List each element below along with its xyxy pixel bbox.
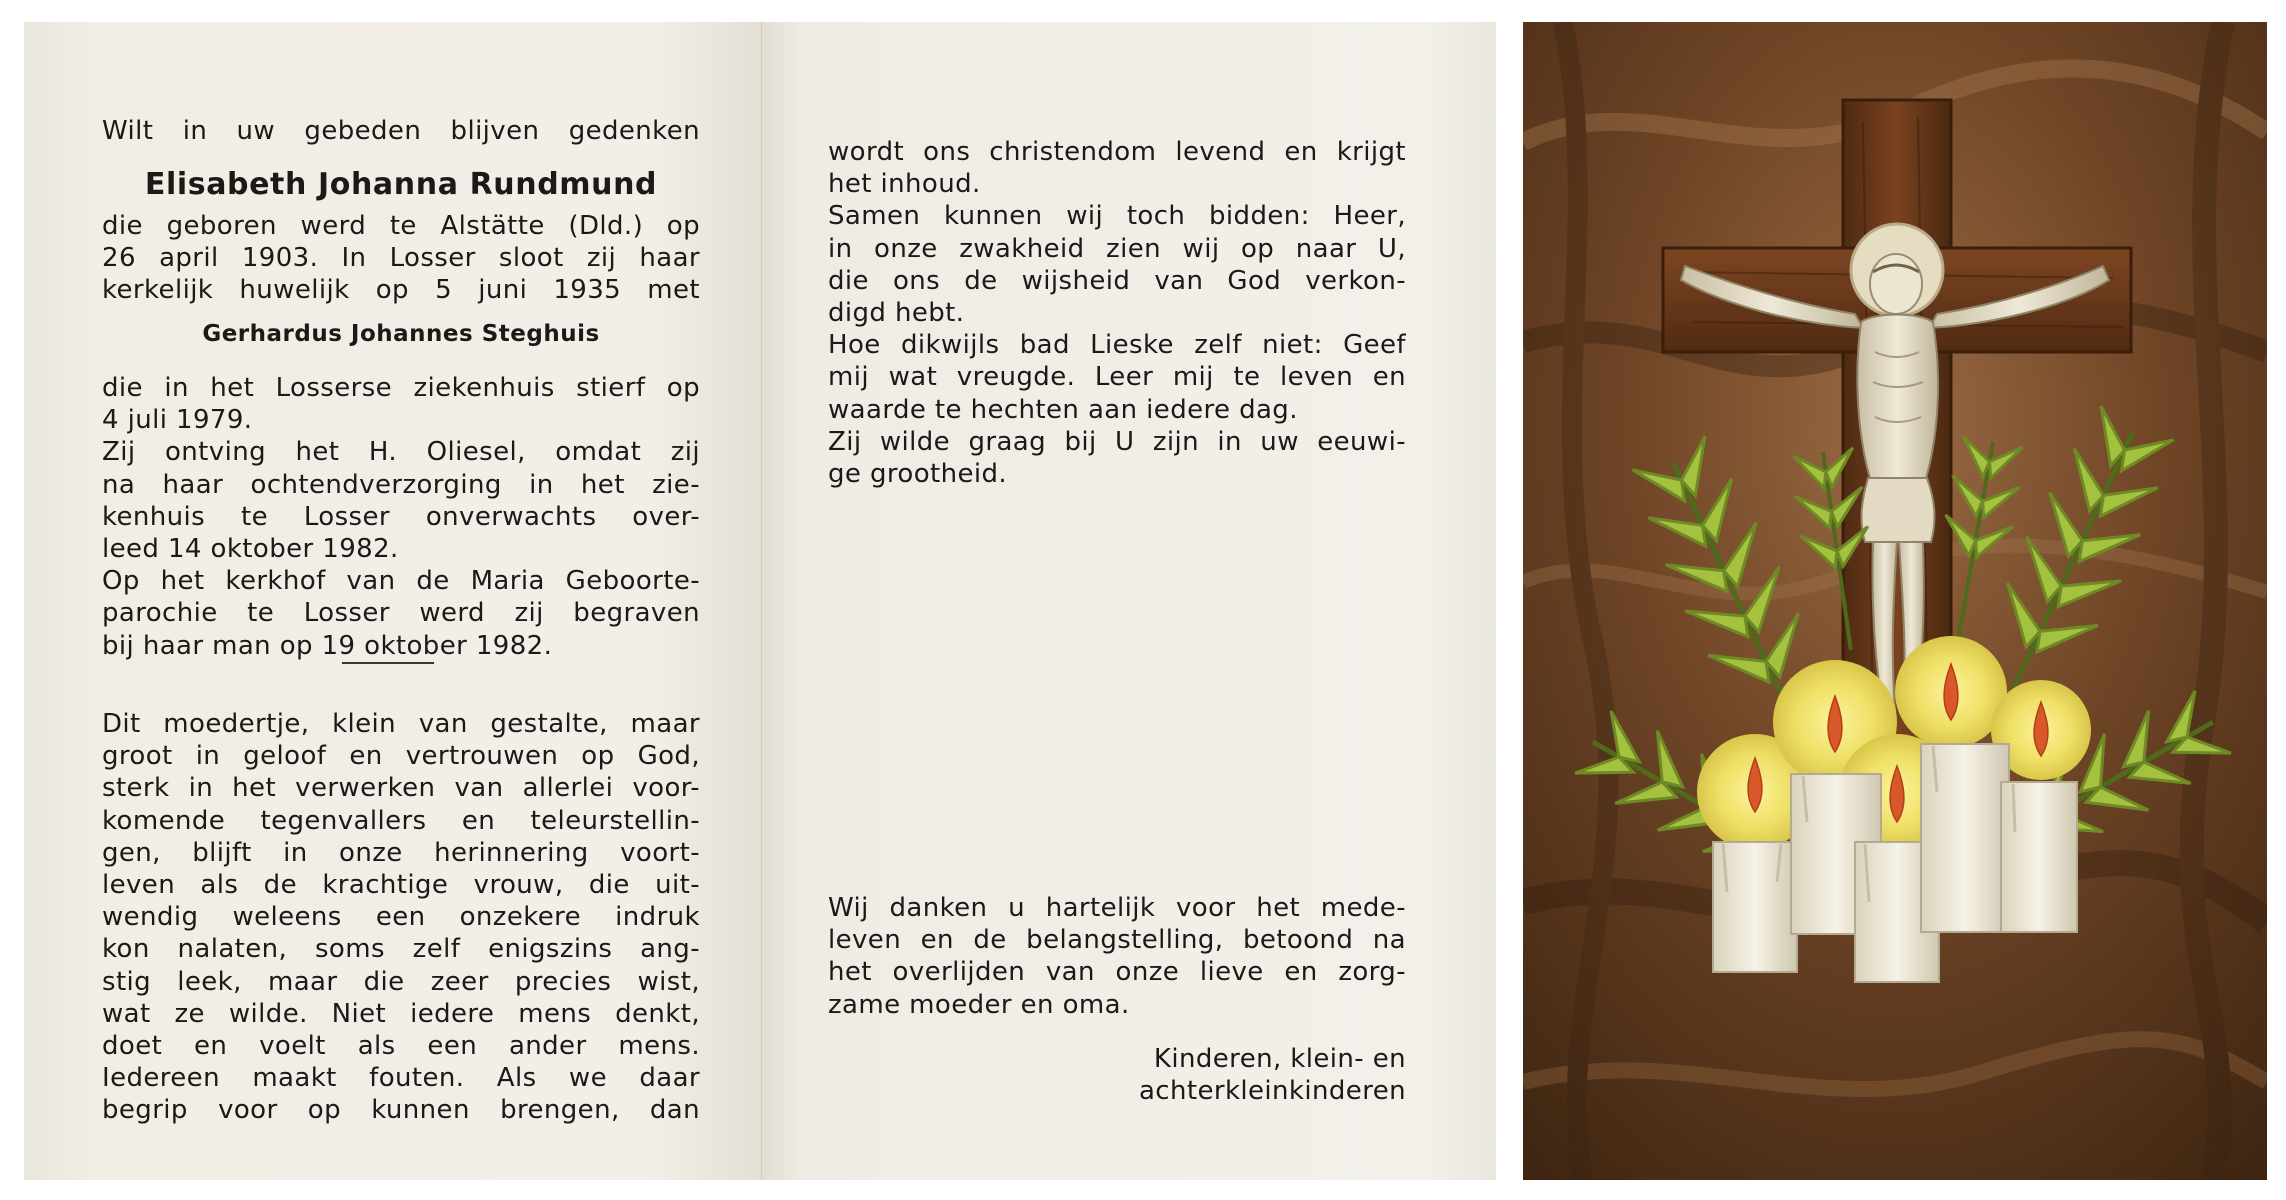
crucifix-illustration	[1523, 22, 2267, 1180]
tribute-line: wat ze wilde. Niet iedere mens denkt,	[102, 998, 700, 1029]
continuation-line: het inhoud.	[828, 169, 981, 200]
continuation-line: wordt ons christendom levend en krijgt	[828, 137, 1406, 167]
tribute-line: leven als de krachtige vrouw, die uit-	[102, 870, 700, 901]
deceased-name-block	[102, 163, 700, 207]
spouse-block	[102, 314, 700, 354]
signature-block	[828, 1043, 1406, 1107]
continuation-line: Zij wilde graag bij U zijn in uw eeuwi-	[828, 426, 1406, 457]
intro-block	[102, 115, 700, 147]
spouse-name: Gerhardus Johannes Steghuis	[202, 321, 600, 347]
death-line: na haar ochtendverzorging in het zie-	[102, 469, 700, 500]
tribute-line: groot in geloof en vertrouwen op God,	[102, 741, 700, 772]
thanks-line: Wij danken u hartelijk voor het mede-	[828, 893, 1406, 923]
continuation-line: die ons de wijsheid van God verkon-	[828, 265, 1406, 296]
tribute-line: begrip voor op kunnen brengen, dan	[102, 1095, 700, 1126]
thanks-block	[828, 892, 1406, 1021]
thanks-line: zame moeder en oma.	[828, 989, 1130, 1020]
tribute-line: gen, blijft in onze herinnering voort-	[102, 837, 700, 868]
tribute-line: stig leek, maar die zeer precies wist,	[102, 966, 700, 997]
card-middle-page	[762, 22, 1496, 1180]
death-line: leed 14 oktober 1982.	[102, 534, 399, 565]
signature-line: Kinderen, klein- en	[1153, 1044, 1406, 1074]
continuation-line: Hoe dikwijls bad Lieske zelf niet: Geef	[828, 330, 1406, 361]
card-left-page	[24, 22, 762, 1180]
death-line: Zij ontving het H. Oliesel, omdat zij	[102, 437, 700, 468]
tribute-block	[102, 708, 700, 1127]
death-block	[102, 372, 700, 662]
tribute-line: kon nalaten, soms zelf enigszins ang-	[102, 934, 700, 965]
death-line: bij haar man op 19 oktober 1982.	[102, 630, 553, 661]
death-line: 4 juli 1979.	[102, 405, 253, 436]
birth-line: 26 april 1903. In Losser sloot zij haar	[102, 243, 700, 274]
tribute-line: Dit moedertje, klein van gestalte, maar	[102, 709, 700, 739]
tribute-line: doet en voelt als een ander mens.	[102, 1031, 700, 1062]
signature-line: achterkleinkinderen	[1138, 1076, 1406, 1107]
thanks-line: het overlijden van onze lieve en zorg-	[828, 957, 1406, 988]
continuation-line: ge grootheid.	[828, 459, 1008, 490]
continuation-line: Samen kunnen wij toch bidden: Heer,	[828, 201, 1406, 232]
birth-block	[102, 210, 700, 307]
birth-line: die geboren werd te Alstätte (Dld.) op	[102, 211, 700, 241]
continuation-line: digd hebt.	[828, 298, 965, 329]
thanks-line: leven en de belangstelling, betoond na	[828, 925, 1406, 956]
death-line: kenhuis te Losser onverwachts over-	[102, 501, 700, 532]
death-line: Op het kerkhof van de Maria Geboorte-	[102, 566, 700, 597]
continuation-line: mij wat vreugde. Leer mij te leven en	[828, 362, 1406, 393]
illustration-svg	[1523, 22, 2267, 1180]
tribute-line: sterk in het verwerken van allerlei voor-	[102, 773, 700, 804]
tribute-line: wendig weleens een onzekere indruk	[102, 902, 700, 933]
continuation-line: waarde te hechten aan iedere dag.	[828, 394, 1298, 425]
death-line: die in het Losserse ziekenhuis stierf op	[102, 373, 700, 403]
birth-line: kerkelijk huwelijk op 5 juni 1935 met	[102, 275, 700, 306]
deceased-name: Elisabeth Johanna Rundmund	[144, 167, 658, 202]
continuation-line: in onze zwakheid zien wij op naar U,	[828, 233, 1406, 264]
tribute-line: komende tegenvallers en teleurstellin-	[102, 805, 700, 836]
section-divider	[342, 662, 434, 664]
tribute-line: Iedereen maakt fouten. Als we daar	[102, 1063, 700, 1094]
continuation-block	[828, 136, 1406, 490]
intro-line: Wilt in uw gebeden blijven gedenken	[102, 116, 700, 146]
death-line: parochie te Losser werd zij begraven	[102, 598, 700, 629]
